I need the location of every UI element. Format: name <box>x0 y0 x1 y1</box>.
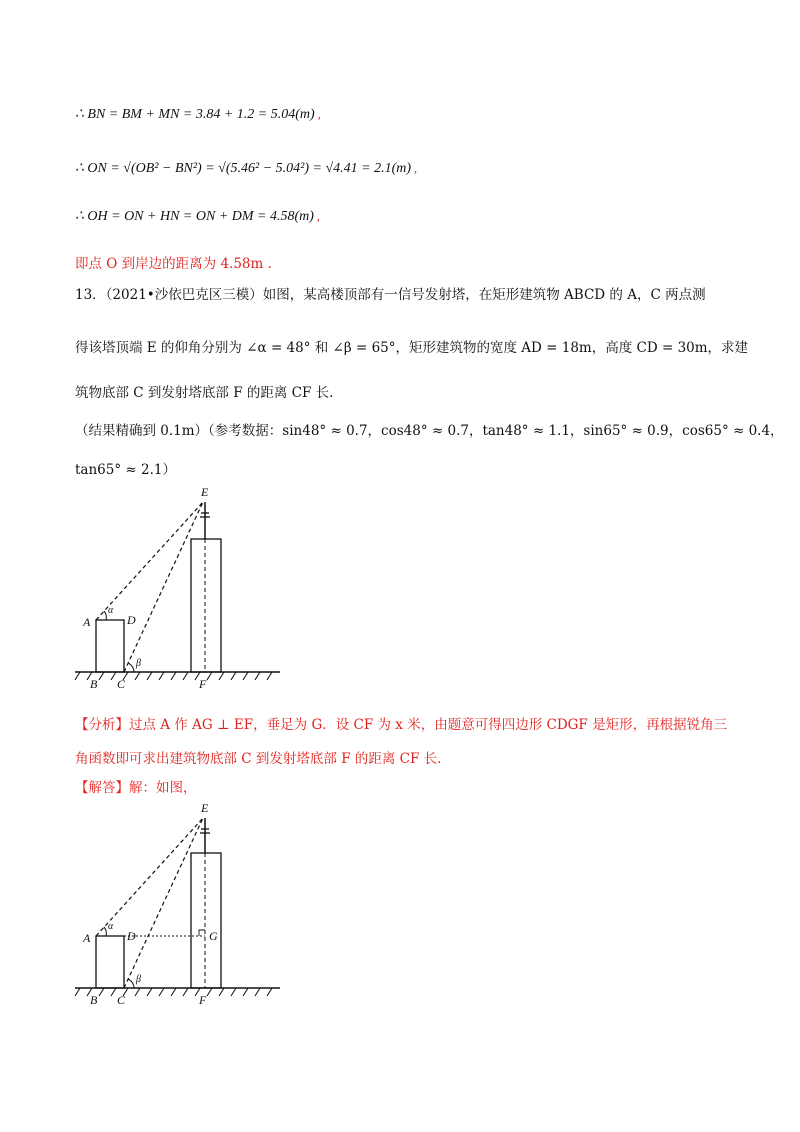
ground-line <box>75 672 280 680</box>
label-beta: β <box>136 658 141 669</box>
alpha-arc <box>104 927 106 936</box>
label-alpha: α <box>108 921 114 932</box>
beta-arc <box>128 979 134 988</box>
label-c: C <box>117 993 126 1007</box>
figure-problem <box>70 480 290 690</box>
label-a: A <box>83 615 91 629</box>
problem-line-5: tan65° ≈ 2.1） <box>75 462 176 478</box>
label-e: E <box>201 801 209 815</box>
small-building <box>96 620 124 672</box>
sight-line-from-a <box>96 502 203 620</box>
equation-bn-comma: , <box>317 107 321 121</box>
label-e: E <box>201 485 209 499</box>
figure-solution <box>70 796 290 1006</box>
equation-on-comma: , <box>414 161 418 175</box>
label-b: B <box>90 993 98 1007</box>
equation-on-text: ∴ ON = √(OB² − BN²) = √(5.46² − 5.04²) = √4.41 = 2.1(m) <box>75 161 412 176</box>
equation-on <box>75 160 417 177</box>
alpha-arc <box>104 611 106 620</box>
label-alpha: α <box>108 605 114 616</box>
equation-bn <box>75 106 321 123</box>
small-building <box>96 936 124 988</box>
label-beta: β <box>136 974 141 985</box>
label-d: D <box>127 613 136 627</box>
equation-oh-comma: , <box>316 209 320 223</box>
label-c: C <box>117 677 126 691</box>
answer-label: 【解答】解：如图， <box>75 780 197 796</box>
equation-bn-text: ∴ BN = BM + MN = 3.84 + 1.2 = 5.04(m) <box>75 107 315 122</box>
label-f: F <box>199 993 207 1007</box>
problem-line-1: 13．（2021•沙依巴克区三模）如图，某高楼顶部有一信号发射塔，在矩形建筑物 ABCD 的 A，C 两点测 <box>75 287 706 303</box>
problem-line-3: 筑物底部 C 到发射塔底部 F 的距离 CF 长. <box>75 385 334 401</box>
label-f: F <box>199 677 207 691</box>
tall-building <box>191 853 221 988</box>
tall-building <box>191 539 221 672</box>
sight-line-from-a <box>96 818 203 936</box>
analysis-line-1: 【分析】过点 A 作 AG ⊥ EF，垂足为 G．设 CF 为 x 米，由题意可得四边形 CDGF 是矩形，再根据锐角三 <box>75 717 728 733</box>
right-angle-mark <box>199 930 205 936</box>
label-b: B <box>90 677 98 691</box>
label-g: G <box>209 929 218 943</box>
equation-oh <box>75 208 320 225</box>
ground-line <box>75 988 280 996</box>
label-a: A <box>83 931 91 945</box>
problem-line-2: 得该塔顶端 E 的仰角分别为 ∠α = 48° 和 ∠β = 65°，矩形建筑物的宽度 AD = 18m，高度 CD = 30m，求建 <box>75 340 749 356</box>
equation-oh-text: ∴ OH = ON + HN = ON + DM = 4.58(m) <box>75 209 314 224</box>
conclusion-text: 即点 O 到岸边的距离为 4.58m . <box>75 256 272 272</box>
beta-arc <box>128 663 134 672</box>
problem-line-4: （结果精确到 0.1m）（参考数据：sin48° ≈ 0.7，cos48° ≈ 0.7，tan48° ≈ 1.1，sin65° ≈ 0.9，cos65° ≈ 0.4， <box>75 423 784 439</box>
analysis-line-2: 角函数即可求出建筑物底部 C 到发射塔底部 F 的距离 CF 长. <box>75 751 442 767</box>
label-d: D <box>127 929 136 943</box>
